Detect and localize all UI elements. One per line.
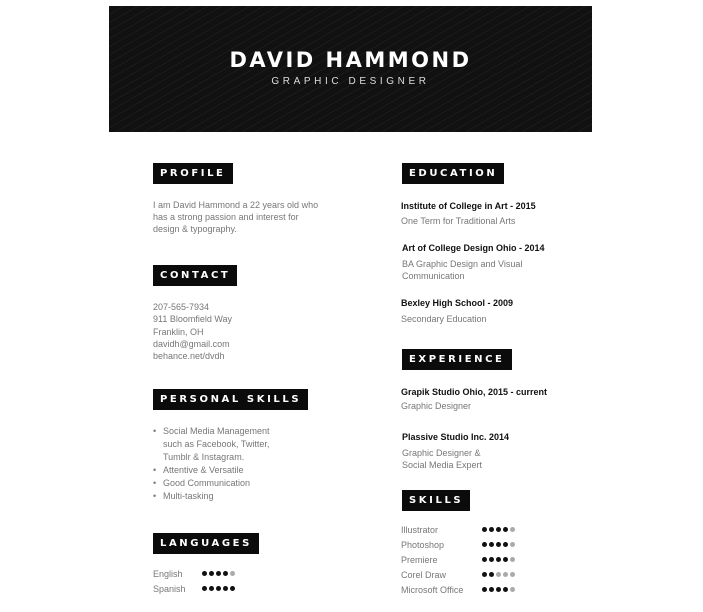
profile-text-line-2: has a strong passion and interest for [153,212,299,222]
education-detail-2a: BA Graphic Design and Visual [402,259,523,269]
rating-dot-filled [489,527,494,532]
language-rating-spanish [202,586,235,591]
profile-text-line-3: design & typography. [153,224,237,234]
personal-skills-list [153,425,270,503]
rating-dot-filled [209,586,214,591]
list-item: • Social Media Management [153,426,270,436]
profile-text-line-1: I am David Hammond a 22 years old who [153,200,319,210]
rating-dot-empty [510,587,515,592]
rating-dot-filled [503,527,508,532]
education-school-3: Bexley High School - 2009 [401,298,514,308]
candidate-title: GRAPHIC DESIGNER [271,76,430,87]
list-item: • Attentive & Versatile [153,465,244,475]
contact-city: Franklin, OH [153,327,204,337]
rating-dot-filled [496,557,501,562]
education-school-2: Art of College Design Ohio - 2014 [402,243,545,253]
experience-role-2a: Graphic Designer & [402,448,481,458]
rating-dot-filled [223,586,228,591]
contact-street: 911 Bloomfield Way [153,314,233,324]
resume-header [109,6,592,132]
rating-dot-filled [209,571,214,576]
education-detail-1: One Term for Traditional Arts [401,216,516,226]
rating-dot-filled [489,587,494,592]
skill-rating-illustrator [482,527,515,532]
education-detail-3: Secondary Education [401,314,487,324]
skill-name-premiere: Premiere [401,555,438,565]
candidate-name: DAVID HAMMOND [229,48,472,72]
contact-heading: CONTACT [153,265,237,286]
rating-dot-empty [510,542,515,547]
skill-name-illustrator: Illustrator [401,525,439,535]
language-rating-english [202,571,235,576]
rating-dot-filled [202,586,207,591]
rating-dot-empty [496,572,501,577]
experience-role-1: Graphic Designer [401,401,472,411]
rating-dot-filled [503,557,508,562]
skill-name-photoshop: Photoshop [401,540,445,550]
list-item-continued: such as Facebook, Twitter, [163,439,270,449]
skill-rating-microsoft-office [482,587,515,592]
contact-phone: 207-565-7934 [153,302,210,312]
rating-dot-filled [216,586,221,591]
contact-email: davidh@gmail.com [153,339,230,349]
experience-heading: EXPERIENCE [402,349,512,370]
rating-dot-filled [216,571,221,576]
languages-heading: LANGUAGES [153,533,259,554]
language-name-english: English [153,569,183,579]
rating-dot-empty [503,572,508,577]
rating-dot-filled [482,587,487,592]
rating-dot-filled [223,571,228,576]
list-item: • Multi-tasking [153,491,214,501]
resume-page [109,6,592,612]
rating-dot-empty [510,527,515,532]
education-school-1: Institute of College in Art - 2015 [401,201,536,211]
rating-dot-filled [503,542,508,547]
list-item: • Good Communication [153,478,251,488]
rating-dot-filled [496,587,501,592]
skill-rating-photoshop [482,542,515,547]
skill-name-corel-draw: Corel Draw [401,570,447,580]
experience-role-2b: Social Media Expert [402,460,483,470]
language-name-spanish: Spanish [153,584,186,594]
rating-dot-filled [230,586,235,591]
rating-dot-filled [496,542,501,547]
skill-rating-corel-draw [482,572,515,577]
skill-rating-premiere [482,557,515,562]
rating-dot-filled [489,557,494,562]
rating-dot-filled [482,542,487,547]
list-item-continued: Tumblr & Instagram. [163,452,245,462]
personal-skills-heading: PERSONAL SKILLS [153,389,308,410]
skills-heading: SKILLS [402,490,470,511]
rating-dot-filled [496,527,501,532]
rating-dot-empty [510,572,515,577]
profile-heading: PROFILE [153,163,233,184]
experience-company-2: Plassive Studio Inc. 2014 [402,432,510,442]
rating-dot-filled [489,542,494,547]
rating-dot-empty [230,571,235,576]
experience-company-1: Grapik Studio Ohio, 2015 - current [401,387,548,397]
rating-dot-filled [482,572,487,577]
rating-dot-filled [503,587,508,592]
rating-dot-filled [489,572,494,577]
rating-dot-empty [510,557,515,562]
education-heading: EDUCATION [402,163,504,184]
skill-name-microsoft-office: Microsoft Office [401,585,464,595]
rating-dot-filled [482,557,487,562]
contact-website: behance.net/dvdh [153,351,225,361]
rating-dot-filled [202,571,207,576]
education-detail-2b: Communication [402,271,465,281]
rating-dot-filled [482,527,487,532]
